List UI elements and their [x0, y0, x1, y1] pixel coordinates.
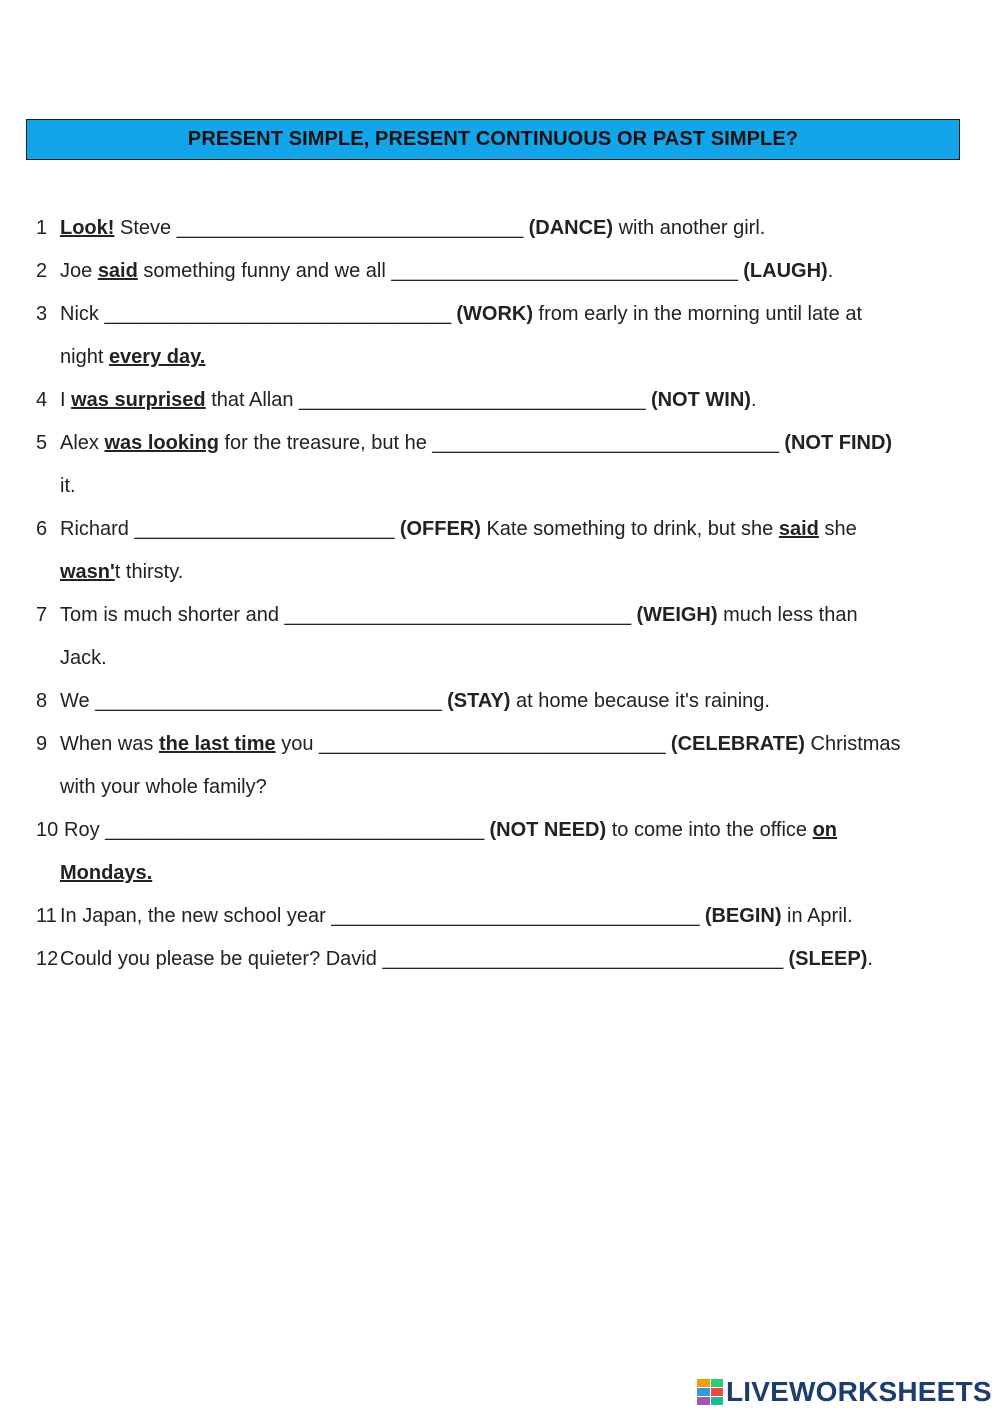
question-7: [36, 602, 858, 628]
answer-blank[interactable]: ________________________________: [319, 733, 666, 755]
question-text: In Japan, the new school year: [60, 905, 332, 927]
key-word: the last time: [158, 733, 276, 755]
key-word: wasn': [60, 561, 115, 583]
question-text: When was: [60, 733, 159, 755]
key-word: said: [778, 518, 819, 540]
question-text: .: [827, 260, 834, 282]
question-number: 12: [36, 948, 59, 970]
question-text: Richard: [60, 518, 135, 540]
question-9-line-2: [36, 774, 267, 800]
worksheet-title: PRESENT SIMPLE, PRESENT CONTINUOUS OR PAST SIMPLE?: [187, 128, 799, 150]
question-1: [36, 215, 765, 241]
question-4: [36, 387, 757, 413]
key-word: on: [812, 819, 838, 841]
question-text: Steve: [114, 217, 177, 239]
question-text: you: [275, 733, 319, 755]
liveworksheets-logo-text: LIVEWORKSHEETS: [726, 1376, 992, 1407]
question-text: with another girl.: [613, 217, 766, 239]
question-6-line-2: [36, 559, 183, 585]
verb-hint: (NOT NEED): [489, 819, 607, 841]
verb-hint: (DANCE): [528, 217, 614, 239]
question-10: [36, 817, 837, 843]
question-text: Nick: [60, 303, 105, 325]
question-number: 8: [36, 690, 48, 712]
answer-blank[interactable]: ________________________________: [176, 217, 524, 239]
key-word: said: [97, 260, 138, 282]
question-text: Jack.: [60, 647, 107, 669]
question-3-line-2: [36, 344, 205, 370]
answer-blank[interactable]: _____________________________________: [382, 948, 783, 970]
answer-blank[interactable]: ___________________________________: [105, 819, 484, 841]
answer-blank[interactable]: __________________________________: [331, 905, 700, 927]
question-text: Tom is much shorter and: [60, 604, 285, 626]
question-2: [36, 258, 833, 284]
question-10-line-2: [36, 860, 152, 886]
question-3: [36, 301, 862, 327]
question-text: at home because it's raining.: [510, 690, 770, 712]
question-number: 1: [36, 217, 48, 239]
question-number: 3: [36, 303, 48, 325]
key-word: Mondays.: [60, 862, 153, 884]
question-text: with your whole family?: [60, 776, 267, 798]
liveworksheets-logo-icon: [697, 1379, 723, 1405]
question-text: Roy: [64, 819, 106, 841]
question-text: for the treasure, but he: [218, 432, 433, 454]
verb-hint: (STAY): [447, 690, 511, 712]
answer-blank[interactable]: ________________________________: [299, 389, 646, 411]
verb-hint: (NOT WIN): [650, 389, 751, 411]
question-text: Christmas: [804, 733, 901, 755]
question-text: We: [60, 690, 96, 712]
question-text: it.: [60, 475, 76, 497]
question-text: I: [60, 389, 72, 411]
question-text: t thirsty.: [114, 561, 184, 583]
verb-hint: (BEGIN): [704, 905, 782, 927]
question-text: Could you please be quieter? David: [60, 948, 383, 970]
question-7-line-2: [36, 645, 107, 671]
key-word: Look!: [60, 217, 115, 239]
question-text: in April.: [781, 905, 853, 927]
question-number: 5: [36, 432, 48, 454]
question-text: night: [60, 346, 109, 368]
question-9: [36, 731, 901, 757]
key-word: was surprised: [71, 389, 206, 411]
question-number: 9: [36, 733, 48, 755]
question-5: [36, 430, 892, 456]
worksheet-title-bar: [26, 119, 960, 160]
question-text: from early in the morning until late at: [533, 303, 863, 325]
question-text: .: [867, 948, 873, 970]
question-text: Alex: [60, 432, 105, 454]
question-text: something funny and we all: [137, 260, 392, 282]
verb-hint: (WORK): [456, 303, 533, 325]
question-text: Joe: [60, 260, 98, 282]
answer-blank[interactable]: ________________________________: [95, 690, 442, 712]
verb-hint: (SLEEP): [788, 948, 868, 970]
question-text: she: [818, 518, 857, 540]
question-8: [36, 688, 770, 714]
question-5-line-2: [36, 473, 76, 499]
verb-hint: (OFFER): [399, 518, 481, 540]
verb-hint: (NOT FIND): [784, 432, 893, 454]
question-number: 10: [36, 819, 59, 841]
key-word: was looking: [104, 432, 219, 454]
question-number: 7: [36, 604, 48, 626]
question-number: 6: [36, 518, 48, 540]
question-number: 2: [36, 260, 48, 282]
answer-blank[interactable]: ________________________: [134, 518, 395, 540]
verb-hint: (WEIGH): [636, 604, 718, 626]
question-12: [36, 946, 873, 972]
question-number: 4: [36, 389, 48, 411]
question-6: [36, 516, 857, 542]
answer-blank[interactable]: ________________________________: [432, 432, 779, 454]
question-text: .: [750, 389, 757, 411]
answer-blank[interactable]: ________________________________: [284, 604, 631, 626]
question-text: to come into the office: [606, 819, 813, 841]
question-11: [36, 903, 853, 929]
answer-blank[interactable]: ________________________________: [104, 303, 451, 325]
question-text: much less than: [717, 604, 858, 626]
question-number: 11: [36, 905, 57, 927]
verb-hint: (CELEBRATE): [670, 733, 805, 755]
liveworksheets-logo[interactable]: [697, 1377, 992, 1407]
key-word: every day.: [108, 346, 206, 368]
verb-hint: (LAUGH): [743, 260, 828, 282]
question-text: Kate something to drink, but she: [480, 518, 779, 540]
answer-blank[interactable]: ________________________________: [391, 260, 738, 282]
question-text: that Allan: [205, 389, 300, 411]
